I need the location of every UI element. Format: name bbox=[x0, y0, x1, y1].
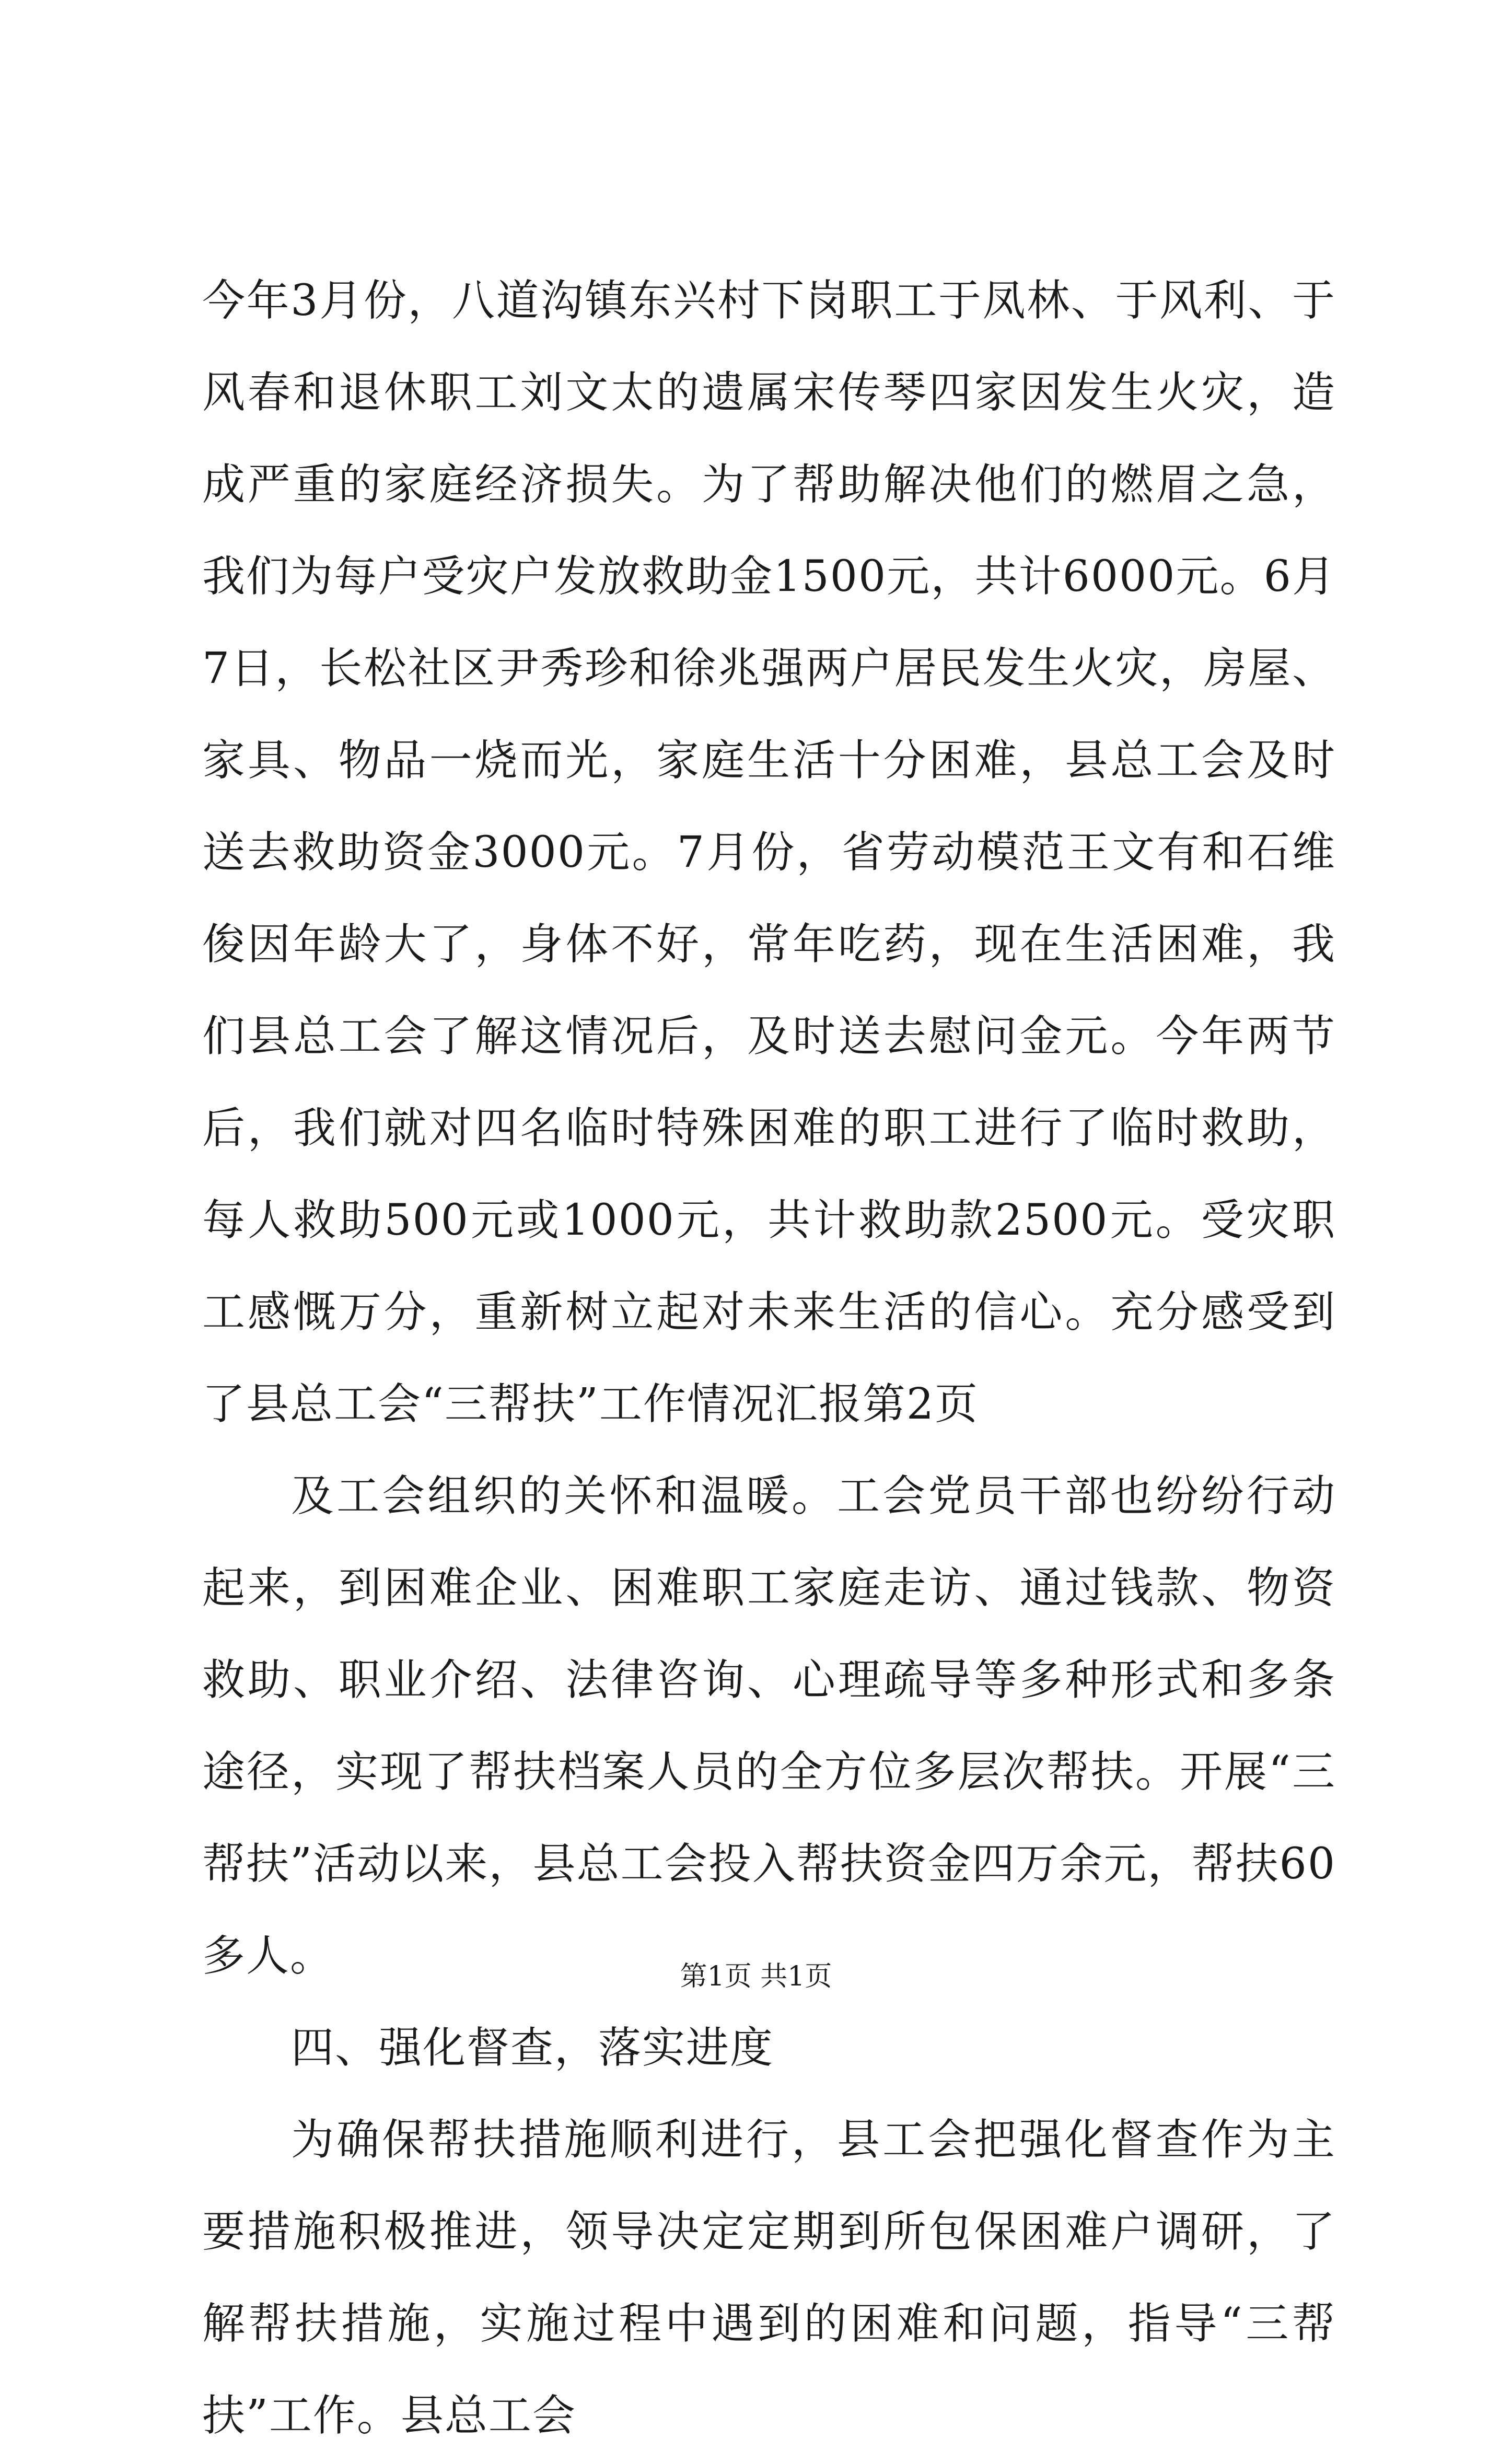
paragraph-union-care: 及工会组织的关怀和温暖。工会党员干部也纷纷行动起来，到困难企业、困难职工家庭走访、通过钱款、物资救助、职业介绍、法律咨询、心理疏导等多种形式和多条途径，实现了帮扶档案人员的全方位多层次帮扶。开展“三帮扶”活动以来，县总工会投入帮扶资金四万余元，帮扶60多人。 bbox=[202, 1471, 1336, 1981]
paragraph-supervision: 为确保帮扶措施顺利进行，县工会把强化督查作为主要措施积极推进，领导决定定期到所包保困难户调研，了解帮扶措施，实施过程中遇到的困难和问题，指导“三帮扶”工作。县总工会 bbox=[202, 2115, 1336, 2441]
section-heading-supervision: 四、强化督查，落实进度 bbox=[291, 2023, 774, 2073]
document-body bbox=[202, 255, 1336, 2462]
page-footer: 第1页 共1页 bbox=[680, 1961, 832, 1992]
paragraph-relief-cases: 今年3月份，八道沟镇东兴村下岗职工于凤林、于风利、于风春和退休职工刘文太的遗属宋传琴四家因发生火灾，造成严重的家庭经济损失。为了帮助解决他们的燃眉之急，我们为每户受灾户发放救助金1500元，共计6000元。6月7日，长松社区尹秀珍和徐兆强两户居民发生火灾，房屋、家具、物品一烧而光，家庭生活十分困难，县总工会及时送去救助资金3000元。7月份，省劳动模范王文有和石维俊因年龄大了，身体不好，常年吃药，现在生活困难，我们县总工会了解这情况后，及时送去慰问金元。今年两节后，我们就对四名临时特殊困难的职工进行了临时救助，每人救助500元或1000元，共计救助款2500元。受灾职工感慨万分，重新树立起对未来生活的信心。充分感受到了县总工会“三帮扶”工作情况汇报第2页 bbox=[202, 276, 1336, 1429]
